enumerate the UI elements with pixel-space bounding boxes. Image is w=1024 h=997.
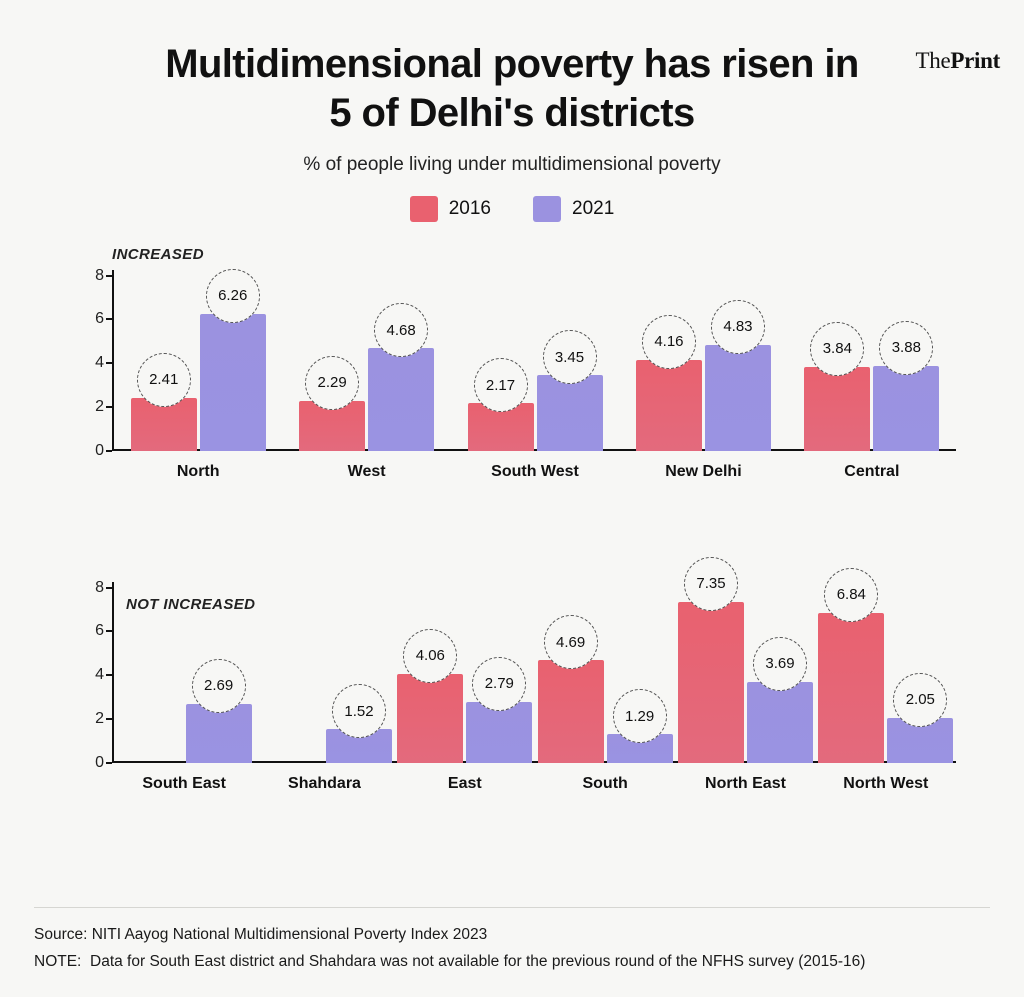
y-axis-tick-mark bbox=[106, 318, 112, 320]
plot-area-increased bbox=[95, 266, 956, 480]
bar-value-bubble: 2.29 bbox=[305, 356, 359, 410]
bar-2021[interactable] bbox=[705, 345, 771, 451]
x-axis-category-label: South bbox=[582, 774, 628, 792]
y-axis-tick-label: 6 bbox=[95, 310, 104, 328]
legend-label-2016: 2016 bbox=[448, 197, 491, 219]
bar-2016[interactable] bbox=[804, 367, 870, 451]
chart-subtitle: % of people living under multidimensional poverty bbox=[303, 153, 721, 175]
y-axis-tick-mark bbox=[106, 762, 112, 764]
bar-value-bubble: 6.26 bbox=[206, 269, 260, 323]
panel-tag-not-increased: NOT INCREASED bbox=[126, 595, 256, 613]
bar-group bbox=[254, 588, 394, 792]
y-axis-tick-label: 8 bbox=[95, 578, 104, 596]
x-axis-category-label: North bbox=[176, 462, 220, 480]
footer-note-text: Data for South East district and Shahdara was not available for the previous round of the NFHS survey (2015-16) bbox=[90, 952, 866, 970]
x-axis-category-label: New Delhi bbox=[665, 462, 742, 480]
chart-panel-not-increased bbox=[60, 552, 964, 802]
page-title bbox=[120, 40, 904, 138]
y-axis-tick-label: 2 bbox=[95, 709, 104, 727]
bar-2016[interactable] bbox=[678, 602, 744, 763]
x-axis-category-label: South East bbox=[142, 774, 226, 792]
bar-value-bubble: 4.68 bbox=[374, 303, 428, 357]
y-axis-tick-mark bbox=[106, 630, 112, 632]
y-axis-tick-mark bbox=[106, 406, 112, 408]
bar-2021[interactable] bbox=[368, 348, 434, 450]
y-axis-tick-label: 6 bbox=[95, 622, 104, 640]
bar-2021[interactable] bbox=[466, 702, 532, 763]
x-axis-category-label: Central bbox=[844, 462, 900, 480]
bar-group bbox=[282, 276, 450, 480]
bar-value-bubble: 4.16 bbox=[642, 315, 696, 369]
bar-value-bubble: 4.06 bbox=[403, 629, 457, 683]
bars-container bbox=[254, 588, 394, 763]
bar-value-bubble: 3.84 bbox=[810, 322, 864, 376]
bar-2021[interactable] bbox=[747, 682, 813, 763]
bars-container bbox=[788, 276, 956, 451]
bar-value-bubble: 3.69 bbox=[753, 637, 807, 691]
bar-value-bubble: 1.29 bbox=[613, 689, 667, 743]
bar-value-bubble: 1.52 bbox=[332, 684, 386, 738]
bar-value-bubble: 6.84 bbox=[824, 568, 878, 622]
bar-2016[interactable] bbox=[397, 674, 463, 763]
footer-note-label: NOTE: bbox=[34, 952, 82, 970]
y-axis-tick-mark bbox=[106, 275, 112, 277]
y-axis-tick-mark bbox=[106, 718, 112, 720]
bar-value-bubble: 3.45 bbox=[543, 330, 597, 384]
bar-2016[interactable] bbox=[818, 613, 884, 763]
bar-group bbox=[619, 276, 787, 480]
chart-panel-increased bbox=[60, 240, 964, 490]
bars-container bbox=[619, 276, 787, 451]
x-axis-category-label: West bbox=[347, 462, 386, 480]
bar-2016[interactable] bbox=[636, 360, 702, 451]
bar-2016[interactable] bbox=[538, 660, 604, 763]
x-axis-category-label: East bbox=[447, 774, 482, 792]
bar-value-bubble: 2.79 bbox=[472, 657, 526, 711]
y-axis-tick-label: 8 bbox=[95, 266, 104, 284]
y-axis-tick-mark bbox=[106, 450, 112, 452]
brand-print: Print bbox=[950, 48, 1000, 73]
bar-value-bubble: 7.35 bbox=[684, 557, 738, 611]
y-axis-tick-label: 4 bbox=[95, 666, 104, 684]
y-axis-tick-label: 0 bbox=[95, 753, 104, 771]
bar-2021[interactable] bbox=[873, 366, 939, 451]
x-axis-category-label: North East bbox=[705, 774, 786, 792]
brand-logo bbox=[916, 48, 1000, 74]
title-line-1: Multidimensional poverty has risen in bbox=[165, 42, 859, 86]
brand-the: The bbox=[915, 48, 951, 73]
bar-value-bubble: 3.88 bbox=[879, 321, 933, 375]
legend-swatch-2021 bbox=[533, 196, 561, 222]
x-axis-category-label: North West bbox=[843, 774, 929, 792]
footer-source: Source: NITI Aayog National Multidimensional Poverty Index 2023 bbox=[34, 926, 488, 944]
bar-value-bubble: 2.69 bbox=[192, 659, 246, 713]
bars-container bbox=[282, 276, 450, 451]
plot-area-not-increased bbox=[95, 575, 956, 792]
legend-item-2021 bbox=[533, 196, 614, 222]
bar-value-bubble: 2.41 bbox=[137, 353, 191, 407]
x-axis-category-label: Shahdara bbox=[288, 774, 361, 792]
bar-2021[interactable] bbox=[537, 375, 603, 450]
bar-value-bubble: 2.05 bbox=[893, 673, 947, 727]
footer-note bbox=[34, 949, 990, 975]
y-axis-tick-label: 2 bbox=[95, 397, 104, 415]
chart-legend bbox=[0, 196, 1024, 222]
footer bbox=[34, 907, 990, 975]
bar-group bbox=[788, 276, 956, 480]
y-axis-tick-label: 0 bbox=[95, 441, 104, 459]
y-axis-tick-mark bbox=[106, 362, 112, 364]
legend-swatch-2016 bbox=[410, 196, 438, 222]
panel-tag-increased: INCREASED bbox=[112, 245, 204, 263]
bar-value-bubble: 4.83 bbox=[711, 300, 765, 354]
y-axis-tick-label: 4 bbox=[95, 354, 104, 372]
legend-label-2021: 2021 bbox=[572, 197, 615, 219]
title-line-2: 5 of Delhi's districts bbox=[329, 90, 695, 135]
bar-value-bubble: 2.17 bbox=[474, 358, 528, 412]
bar-2021[interactable] bbox=[200, 314, 266, 451]
legend-item-2016 bbox=[410, 196, 491, 222]
y-axis-tick-mark bbox=[106, 587, 112, 589]
bar-value-bubble: 4.69 bbox=[544, 615, 598, 669]
y-axis-tick-mark bbox=[106, 674, 112, 676]
x-axis-category-label: South West bbox=[491, 462, 579, 480]
